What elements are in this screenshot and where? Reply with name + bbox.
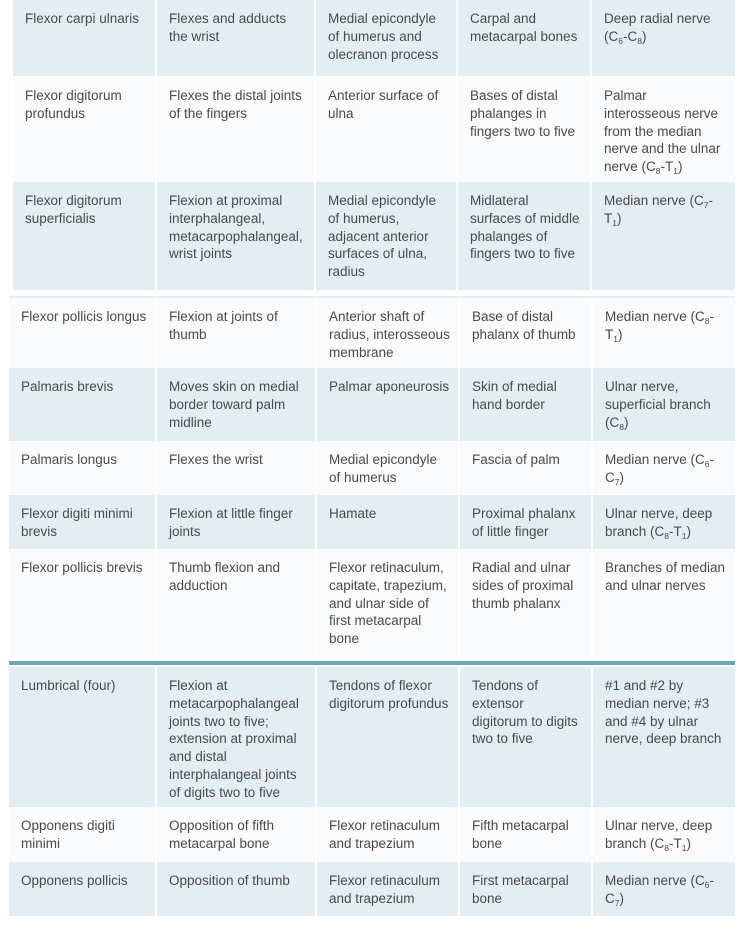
innervation-cell: Palmar interosseous nerve from the median nerve and the ulnar nerve $(C_8-T_1)$: [604, 88, 721, 177]
table-row: [9, 441, 735, 495]
action-cell: Flexion at joints of thumb: [157, 298, 317, 368]
innervation-cell: #1 and #2 by median nerve; #3 and #4 by ulnar nerve, deep branch: [605, 678, 722, 747]
innervation-cell: Branches of median and ulnar nerves: [605, 560, 726, 593]
origin-cell: Flexor retinaculum, capitate, trapezium, and ulnar side of first metacarpal bone: [317, 549, 460, 657]
origin-cell: Anterior surface of ulna: [316, 76, 458, 182]
insertion-cell: Base of distal phalanx of thumb: [460, 298, 593, 368]
insertion-cell: Tendons of extensor digitorum to digits two to five: [460, 667, 593, 807]
origin-cell: Tendons of flexor digitorum profundus: [317, 667, 460, 807]
table-row: [9, 667, 735, 807]
insertion-cell: Midlateral surfaces of middle phalanges of fingers two to five: [458, 182, 592, 290]
insertion-cell: Fifth metacarpal bone: [460, 807, 593, 862]
innervation-cell: Ulnar nerve, superficial branch $(C_8)$: [605, 379, 711, 432]
insertion-cell: First metacarpal bone: [460, 862, 593, 916]
table-row: [9, 862, 735, 916]
origin-cell: Medial epicondyle of humerus: [317, 441, 460, 495]
muscle-cell: Flexor pollicis brevis: [9, 549, 157, 657]
origin-cell: Anterior shaft of radius, interosseous membrane: [317, 298, 460, 368]
origin-cell: Palmar aponeurosis: [317, 368, 460, 441]
muscle-cell: Flexor carpi ulnaris: [13, 0, 157, 76]
innervation-cell: Deep radial nerve $(C_6-C_8)$: [604, 11, 711, 46]
insertion-cell: Bases of distal phalanges in fingers two to five: [458, 76, 592, 182]
action-cell: Flexes the distal joints of the fingers: [157, 76, 316, 182]
table-row: [9, 495, 735, 549]
muscle-cell: Flexor digitorum superficialis: [13, 182, 157, 290]
action-cell: Flexion at proximal interphalangeal, metacarpophalangeal, wrist joints: [157, 182, 316, 290]
insertion-cell: Skin of medial hand border: [460, 368, 593, 441]
muscle-cell: Lumbrical (four): [9, 667, 157, 807]
table-row: [9, 807, 735, 862]
origin-cell: Hamate: [317, 495, 460, 549]
table-row: [9, 549, 735, 657]
insertion-cell: Fascia of palm: [460, 441, 593, 495]
table-row: [9, 296, 735, 368]
muscle-cell: Flexor pollicis longus: [9, 298, 157, 368]
muscle-cell: Opponens digiti minimi: [9, 807, 157, 862]
innervation-cell: Ulnar nerve, deep branch $(C_8-T_1)$: [605, 818, 713, 853]
innervation-cell: Median nerve $(C_7-T_1)$: [604, 193, 714, 228]
muscle-cell: Flexor digitorum profundus: [13, 76, 157, 182]
table-row: [13, 76, 735, 182]
action-cell: Opposition of thumb: [157, 862, 317, 916]
action-cell: Opposition of fifth metacarpal bone: [157, 807, 317, 862]
insertion-cell: Radial and ulnar sides of proximal thumb phalanx: [460, 549, 593, 657]
origin-cell: Flexor retinaculum and trapezium: [317, 807, 460, 862]
origin-cell: Medial epicondyle of humerus and olecranon process: [316, 0, 458, 76]
table-row: [13, 182, 735, 290]
action-cell: Flexes and adducts the wrist: [157, 0, 316, 76]
innervation-cell: Ulnar nerve, deep branch $(C_8-T_1)$: [605, 506, 713, 541]
muscle-cell: Palmaris longus: [9, 441, 157, 495]
innervation-cell: Median nerve $(C_8-T_1)$: [605, 309, 715, 344]
table-row: [9, 368, 735, 441]
muscle-cell: Flexor digiti minimi brevis: [9, 495, 157, 549]
innervation-cell: Median nerve $(C_6-C_7)$: [605, 452, 715, 487]
insertion-cell: Carpal and metacarpal bones: [458, 0, 592, 76]
action-cell: Flexion at metacarpophalangeal joints two to five; extension at proximal and distal interphalangeal joints of digits two to five: [157, 667, 317, 807]
origin-cell: Flexor retinaculum and trapezium: [317, 862, 460, 916]
table-row: [13, 0, 735, 76]
section-divider: [9, 661, 735, 665]
innervation-cell: Median nerve $(C_6-C_7)$: [605, 873, 715, 908]
action-cell: Flexion at little finger joints: [157, 495, 317, 549]
muscle-cell: Palmaris brevis: [9, 368, 157, 441]
insertion-cell: Proximal phalanx of little finger: [460, 495, 593, 549]
muscle-cell: Opponens pollicis: [9, 862, 157, 916]
action-cell: Moves skin on medial border toward palm midline: [157, 368, 317, 441]
action-cell: Thumb flexion and adduction: [157, 549, 317, 657]
origin-cell: Medial epicondyle of humerus, adjacent anterior surfaces of ulna, radius: [316, 182, 458, 290]
action-cell: Flexes the wrist: [157, 441, 317, 495]
